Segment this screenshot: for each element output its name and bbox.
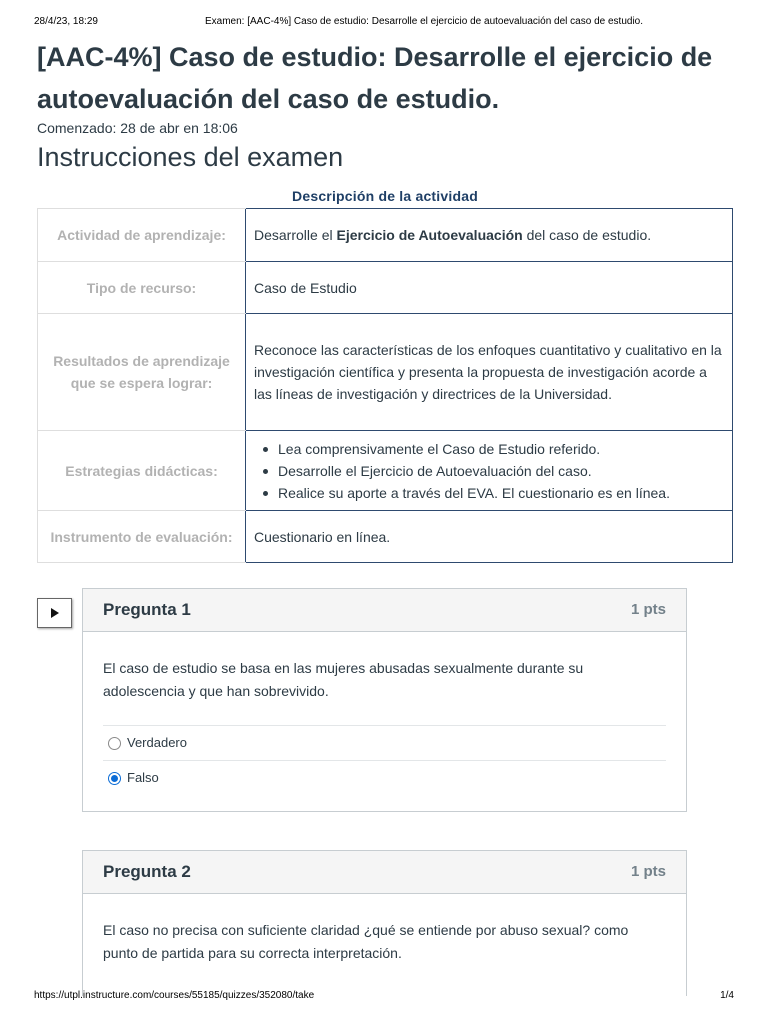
value-text: Desarrolle el bbox=[254, 227, 337, 243]
answer-option-falso[interactable] bbox=[103, 760, 666, 795]
question-header bbox=[83, 589, 686, 632]
answer-list bbox=[103, 725, 666, 795]
question-card-1 bbox=[82, 588, 687, 812]
question-text: El caso no precisa con suficiente claridad ¿qué se entiende por abuso sexual? como punto de partida para su correcta interpretación. bbox=[103, 922, 629, 961]
instructions-heading: Instrucciones del examen bbox=[37, 142, 344, 172]
radio-button-selected[interactable] bbox=[108, 772, 121, 785]
activity-description-table bbox=[37, 208, 733, 563]
quiz-title: [AAC-4%] Caso de estudio: Desarrolle el ejercicio de autoevaluación del caso de estudio. bbox=[37, 42, 713, 114]
table-row bbox=[38, 209, 733, 262]
value-bold-text: Ejercicio de Autoevaluación bbox=[336, 227, 523, 243]
quiz-started-time: Comenzado: 28 de abr en 18:06 bbox=[37, 120, 238, 136]
row-label: Resultados de aprendizaje que se espera lograr: bbox=[38, 314, 246, 431]
row-label: Estrategias didácticas: bbox=[38, 431, 246, 511]
row-value bbox=[246, 209, 733, 262]
answer-label: Verdadero bbox=[127, 735, 187, 750]
question-card-2 bbox=[82, 850, 687, 996]
question-header bbox=[83, 851, 686, 894]
list-item: Realice su aporte a través del EVA. El cuestionario es en línea. bbox=[254, 482, 724, 504]
row-value bbox=[246, 431, 733, 511]
list-item: Desarrolle el Ejercicio de Autoevaluación del caso. bbox=[254, 460, 724, 482]
row-value: Caso de Estudio bbox=[246, 262, 733, 314]
row-label: Tipo de recurso: bbox=[38, 262, 246, 314]
question-expand-button[interactable] bbox=[37, 598, 72, 628]
row-value: Cuestionario en línea. bbox=[246, 511, 733, 563]
question-title: Pregunta 1 bbox=[103, 600, 191, 619]
row-label: Instrumento de evaluación: bbox=[38, 511, 246, 563]
question-points: 1 pts bbox=[630, 601, 666, 618]
print-datetime: 28/4/23, 18:29 bbox=[34, 16, 98, 27]
table-row bbox=[38, 314, 733, 431]
value-text: del caso de estudio. bbox=[522, 227, 652, 243]
row-label: Actividad de aprendizaje: bbox=[38, 209, 246, 262]
strategies-list bbox=[254, 438, 724, 504]
answer-label: Falso bbox=[127, 770, 159, 785]
list-item: Lea comprensivamente el Caso de Estudio referido. bbox=[254, 438, 724, 460]
row-value: Reconoce las características de los enfoques cuantitativo y cualitativo en la investigación científica y presenta la propuesta de investigación acorde a las líneas de investigación y directrices de la Universidad. bbox=[246, 314, 733, 431]
question-points: 1 pts bbox=[630, 863, 666, 880]
print-header bbox=[34, 16, 734, 30]
print-document-title: Examen: [AAC-4%] Caso de estudio: Desarrolle el ejercicio de autoevaluación del caso de estudio. bbox=[204, 16, 644, 27]
print-footer bbox=[34, 990, 734, 1004]
radio-button[interactable] bbox=[108, 737, 121, 750]
activity-description-caption: Descripción de la actividad bbox=[292, 188, 478, 204]
question-text: El caso de estudio se basa en las mujeres abusadas sexualmente durante su adolescencia y que han sobrevivido. bbox=[103, 660, 584, 699]
answer-option-verdadero[interactable] bbox=[103, 725, 666, 760]
question-title: Pregunta 2 bbox=[103, 862, 191, 881]
play-triangle-icon bbox=[51, 608, 59, 618]
table-row bbox=[38, 262, 733, 314]
print-page-number: 1/4 bbox=[720, 990, 734, 1001]
print-page-url: https://utpl.instructure.com/courses/55185/quizzes/352080/take bbox=[34, 990, 315, 1001]
table-row bbox=[38, 511, 733, 563]
table-row bbox=[38, 431, 733, 511]
